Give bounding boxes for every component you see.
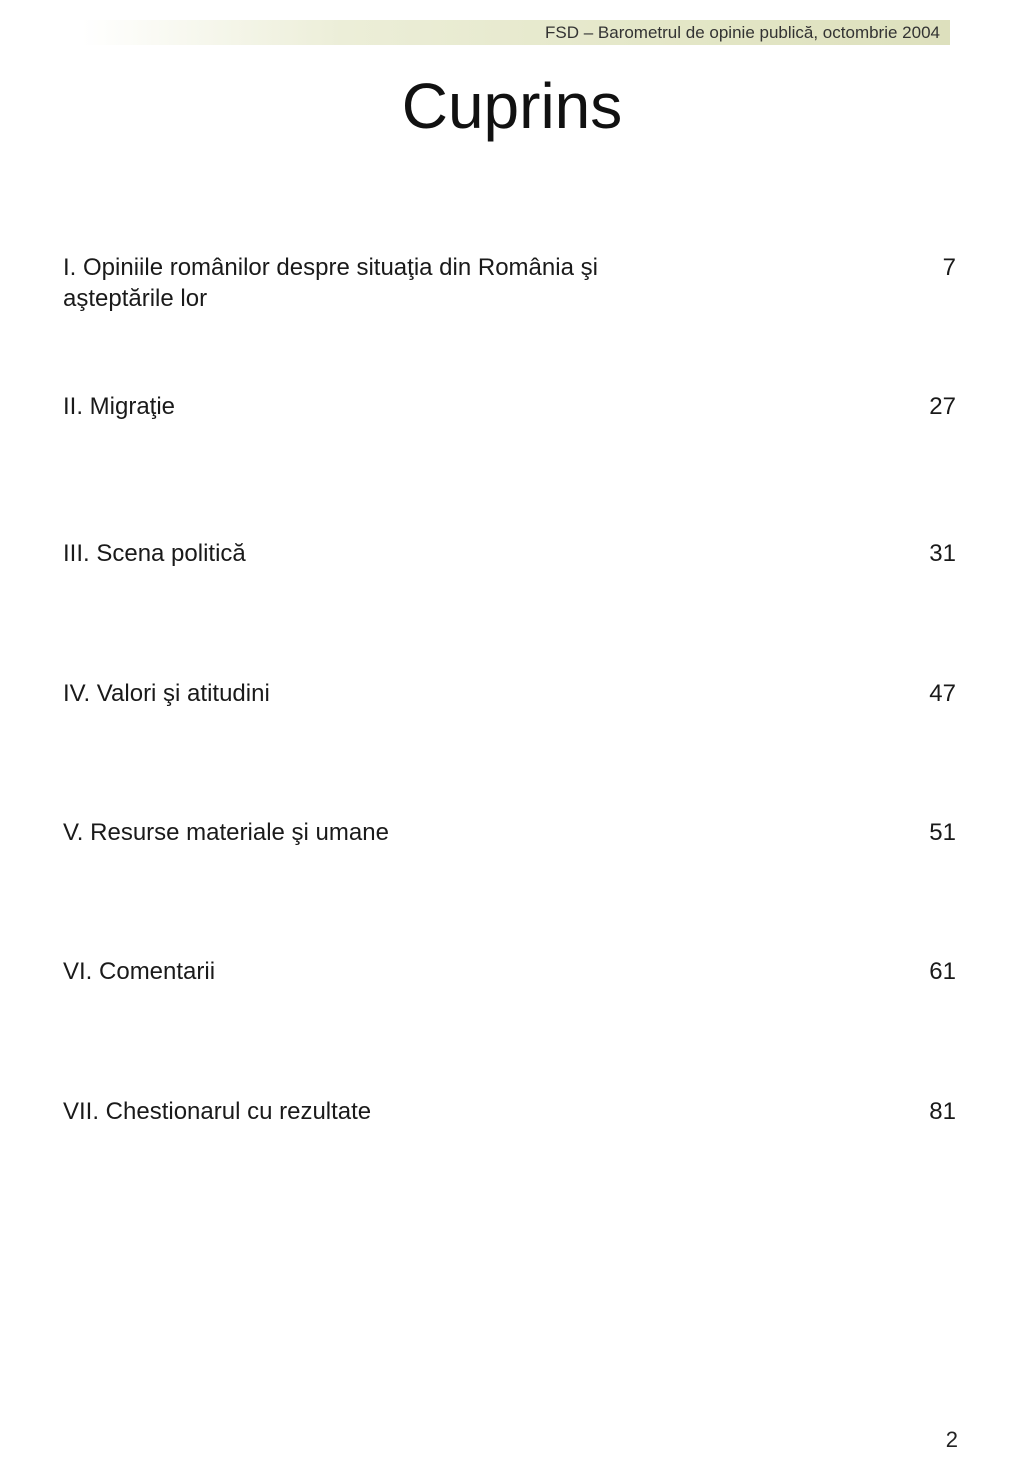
toc-entry-4[interactable] — [63, 678, 956, 709]
toc-entry-label: VI. Comentarii — [63, 958, 216, 985]
table-of-contents — [63, 0, 956, 1479]
toc-entry-page: 27 — [929, 393, 956, 420]
toc-entry-label: V. Resurse materiale şi umane — [63, 819, 389, 846]
running-header-text: FSD – Barometrul de opinie publică, octombrie 2004 — [545, 23, 940, 42]
toc-entry-2[interactable] — [63, 391, 956, 422]
toc-entry-page: 51 — [929, 819, 956, 846]
toc-entry-page: 61 — [929, 958, 956, 985]
toc-entry-5[interactable] — [63, 817, 956, 848]
toc-entry-page: 31 — [929, 540, 956, 567]
toc-entry-3[interactable] — [63, 538, 956, 569]
toc-entry-page: 81 — [929, 1098, 956, 1125]
toc-entry-page: 47 — [929, 680, 956, 707]
page-number: 2 — [945, 1427, 958, 1452]
toc-entry-page: 7 — [942, 254, 956, 281]
toc-entry-label: IV. Valori şi atitudini — [63, 680, 270, 707]
toc-entry-7[interactable] — [63, 1096, 956, 1127]
toc-entry-6[interactable] — [63, 956, 956, 987]
toc-entry-label: III. Scena politică — [63, 540, 246, 567]
toc-entry-label: II. Migraţie — [63, 393, 176, 420]
toc-entry-label: I. Opiniile românilor despre situaţia din România şi aşteptările lor — [63, 254, 598, 312]
page-title: Cuprins — [401, 70, 623, 142]
toc-entry-label: VII. Chestionarul cu rezultate — [63, 1098, 372, 1125]
toc-entry-1[interactable] — [63, 252, 956, 314]
